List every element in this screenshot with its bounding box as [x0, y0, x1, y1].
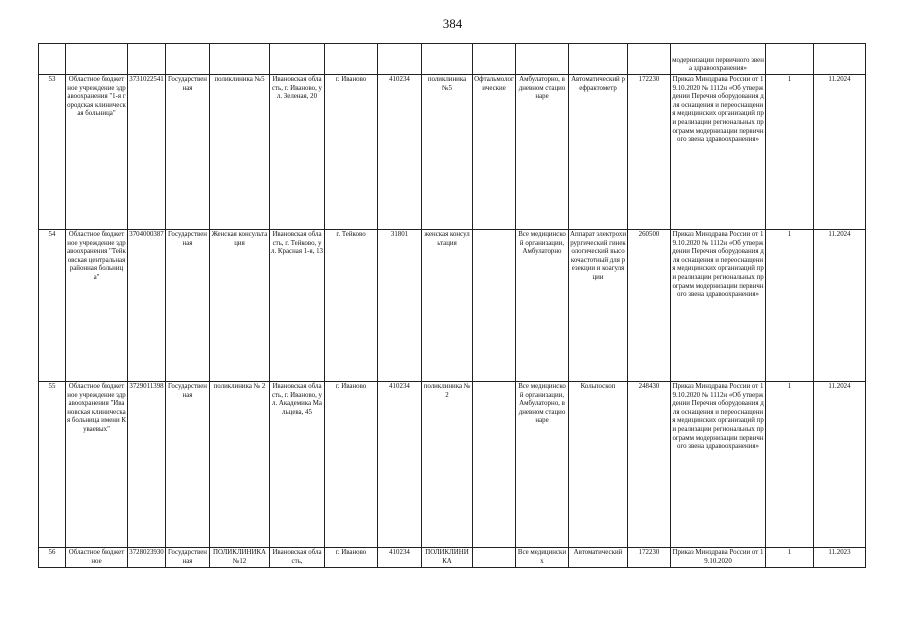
cell-index: 410234 [378, 548, 422, 568]
cell-city: г. Иваново [325, 548, 378, 568]
cell-city: г. Тейково [325, 230, 378, 382]
cell-ownership: Государственная [166, 230, 210, 382]
cell-equipment-code: 172230 [628, 548, 671, 568]
cell-address: Ивановская область, г. Иваново, ул. Академика Мальцева, 45 [270, 382, 325, 548]
cell-quantity: 1 [766, 382, 814, 548]
cell-conditions: Все медицинских [516, 548, 569, 568]
cell-number: 55 [39, 382, 66, 548]
cell-division: ПОЛИКЛИНИКА №12 [210, 548, 270, 568]
cell-index: 31801 [378, 230, 422, 382]
cell-quantity: 1 [766, 75, 814, 230]
cell-address: Ивановская область, г. Иваново, ул. Зеленая, 20 [270, 75, 325, 230]
cell-city: г. Иваново [325, 382, 378, 548]
cell-date: 11.2024 [814, 382, 866, 548]
cell-profile [473, 230, 516, 382]
cell-quantity: 1 [766, 548, 814, 568]
cell-organization: Областное бюджетное учреждение здравоохранения "Ивановская клиническая больница имени Куваевых" [66, 382, 128, 548]
cell-code: 3728023930 [128, 548, 166, 568]
cell-ownership: Государственная [166, 382, 210, 548]
cell-index: 410234 [378, 75, 422, 230]
cell-profile [473, 548, 516, 568]
cell-basis: Приказ Минздрава России от 19.10.2020 [671, 548, 766, 568]
cell-equipment: Аппарат электрохирургический гинекологический высокочастотный для резекции и коагуляции [569, 230, 628, 382]
cell-code: 3704000387 [128, 230, 166, 382]
cell-organization: Областное бюджетное [66, 548, 128, 568]
cell-ownership: Государственная [166, 548, 210, 568]
cell-number: 54 [39, 230, 66, 382]
table-row [39, 230, 866, 382]
cell-basis: модернизации первичного звена здравоохранения» [671, 44, 766, 75]
cell-division-2: женская консультация [422, 230, 473, 382]
cell-date: 11.2024 [814, 230, 866, 382]
cell-division: поликлиника № 2 [210, 382, 270, 548]
cell-number: 53 [39, 75, 66, 230]
cell-equipment: Автоматический [569, 548, 628, 568]
table-row [39, 75, 866, 230]
equipment-table [38, 43, 866, 568]
cell-division: Женская консультация [210, 230, 270, 382]
cell-index: 410234 [378, 382, 422, 548]
cell-date: 11.2024 [814, 75, 866, 230]
cell-city: г. Иваново [325, 75, 378, 230]
cell-profile [473, 382, 516, 548]
cell-address: Ивановская область, г. Тейково, ул. Красная 1-я, 13 [270, 230, 325, 382]
table-row [39, 382, 866, 548]
table-row-continued [39, 44, 866, 75]
cell-basis: Приказ Минздрава России от 19.10.2020 № 1112н «Об утверждении Перечня оборудования для оснащения и переоснащения медицинских организаций при реализации региональных программ модернизации первичного звена здравоохранения» [671, 382, 766, 548]
cell-conditions: Амбулаторно, в дневном стационаре [516, 75, 569, 230]
cell-division-2: поликлиника № 2 [422, 382, 473, 548]
cell-organization: Областное бюджетное учреждение здравоохранения "Тейковская центральная районная больница" [66, 230, 128, 382]
cell-equipment-code: 248430 [628, 382, 671, 548]
table-row [39, 548, 866, 568]
cell-equipment: Автоматический рефрактометр [569, 75, 628, 230]
cell-equipment-code: 260500 [628, 230, 671, 382]
cell-number: 56 [39, 548, 66, 568]
page-number: 384 [442, 16, 463, 31]
cell-division-2: поликлиника №5 [422, 75, 473, 230]
cell-basis: Приказ Минздрава России от 19.10.2020 № 1112н «Об утверждении Перечня оборудования для оснащения и переоснащения медицинских организаций при реализации региональных программ модернизации первичного звена здравоохранения» [671, 75, 766, 230]
cell-ownership: Государственная [166, 75, 210, 230]
cell-division: поликлиника №5 [210, 75, 270, 230]
cell-division-2: ПОЛИКЛИНИКА [422, 548, 473, 568]
cell-conditions: Все медицинской организации, Амбулаторно [516, 230, 569, 382]
cell-date: 11.2023 [814, 548, 866, 568]
cell-address: Ивановская область, [270, 548, 325, 568]
cell-equipment-code: 172230 [628, 75, 671, 230]
cell-profile: Офтальмологические [473, 75, 516, 230]
cell-code: 3731022541 [128, 75, 166, 230]
cell-organization: Областное бюджетное учреждение здравоохранения "1-я городская клиническая больница" [66, 75, 128, 230]
cell-quantity: 1 [766, 230, 814, 382]
cell-basis: Приказ Минздрава России от 19.10.2020 № 1112н «Об утверждении Перечня оборудования для оснащения и переоснащения медицинских организаций при реализации региональных программ модернизации первичного звена здравоохранения» [671, 230, 766, 382]
cell-code: 3729011398 [128, 382, 166, 548]
cell-conditions: Все медицинской организации, Амбулаторно, в дневном стационаре [516, 382, 569, 548]
cell-equipment: Кольпоскоп [569, 382, 628, 548]
